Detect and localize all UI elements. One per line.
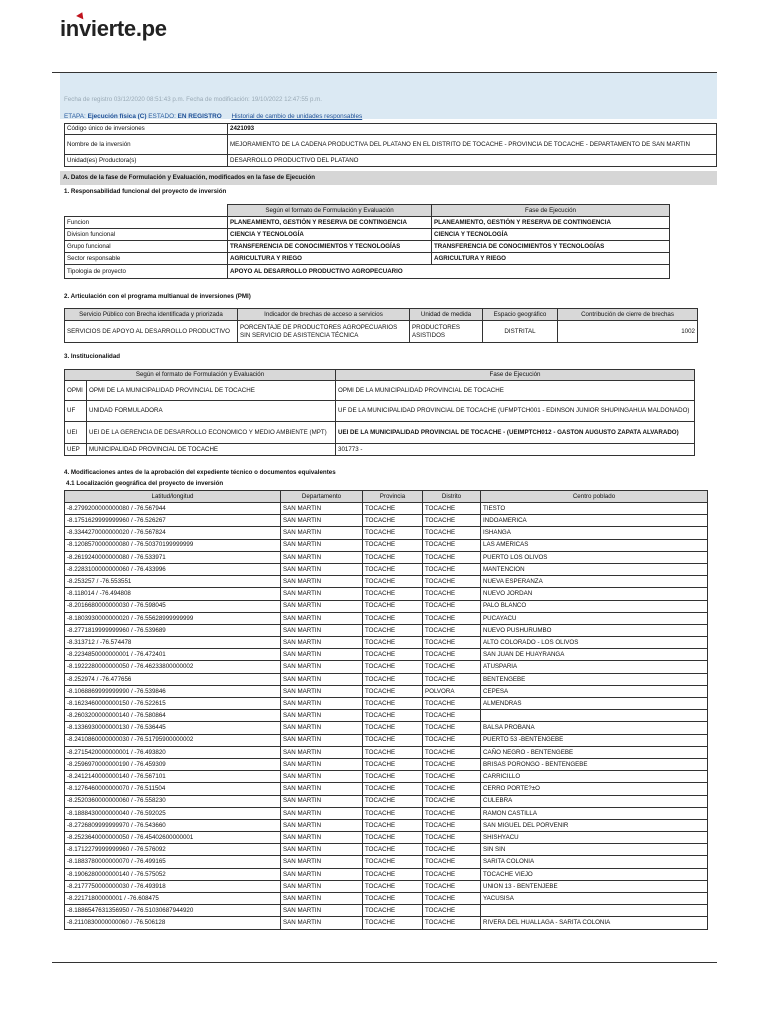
provincia-cell: TOCACHE [363,795,423,807]
latlong-cell: -8.2523640000000050 / -76.45402600000001 [65,832,281,844]
distrito-cell: TOCACHE [423,758,481,770]
invierte-logo [60,16,167,42]
provincia-cell: TOCACHE [363,551,423,563]
distrito-cell: TOCACHE [423,527,481,539]
provincia-cell: TOCACHE [363,807,423,819]
estado-label: ESTADO: [148,113,176,120]
distrito-cell: TOCACHE [423,783,481,795]
table-row [65,321,698,343]
localizacion-rows [65,503,708,930]
pmi-table [64,308,698,343]
col-header: Latitud/longitud [65,491,281,503]
table-row [65,905,708,917]
latlong-cell: -8.2283100000000060 / -76.433996 [65,563,281,575]
col-header: Centro poblado [481,491,708,503]
fe-value: MUNICIPALIDAD PROVINCIAL DE TOCACHE [87,444,336,456]
centro-poblado-cell: ALMENDRAS [481,698,708,710]
departamento-cell: SAN MARTIN [281,698,363,710]
latlong-cell: -8.1888430000000040 / -76.592025 [65,807,281,819]
section-a-title: A. Datos de la fase de Formulación y Evaluación, modificados en la fase de Ejecución [60,171,717,185]
centro-poblado-cell: UNION 13 - BENTENJEBE [481,880,708,892]
distrito-cell: TOCACHE [423,710,481,722]
distrito-cell: TOCACHE [423,588,481,600]
latlong-cell: -8.2619240000000080 / -76.533971 [65,551,281,563]
provincia-cell: TOCACHE [363,624,423,636]
latlong-cell: -8.118014 / -76.494808 [65,588,281,600]
centro-poblado-cell: ISHANGA [481,527,708,539]
latlong-cell: -8.2016680000000030 / -76.598045 [65,600,281,612]
distrito-cell: TOCACHE [423,905,481,917]
departamento-cell: SAN MARTIN [281,503,363,515]
provincia-cell: TOCACHE [363,771,423,783]
table-row [65,253,670,265]
latlong-cell: -8.22171800000001 / -76.608475 [65,893,281,905]
latlong-cell: -8.2412140000000140 / -76.567101 [65,771,281,783]
col-header: Departamento [281,491,363,503]
col-header: Servicio Público con Brecha identificada y priorizada [65,309,238,321]
departamento-cell: SAN MARTIN [281,673,363,685]
row-label: Tipologia de proyecto [65,265,228,279]
table-row [65,893,708,905]
table-row [65,758,708,770]
row-label: Funcion [65,217,228,229]
centro-poblado-cell: ATUSPARIA [481,661,708,673]
centro-poblado-cell: PALO BLANCO [481,600,708,612]
table-row [65,241,670,253]
investment-info [64,123,717,167]
provincia-cell: TOCACHE [363,746,423,758]
departamento-cell: SAN MARTIN [281,758,363,770]
provincia-cell: TOCACHE [363,563,423,575]
departamento-cell: SAN MARTIN [281,746,363,758]
fe-value: TRANSFERENCIA DE CONOCIMIENTOS Y TECNOLOGÍAS [228,241,432,253]
ej-value: 301773 - [336,444,695,456]
departamento-cell: SAN MARTIN [281,880,363,892]
table-row [65,819,708,831]
table-row [65,422,695,444]
unidad-cell: PRODUCTORES ASISTIDOS [410,321,483,343]
unit-code: UEI [65,422,87,444]
table-row [65,612,708,624]
distrito-cell: TOCACHE [423,868,481,880]
departamento-cell: SAN MARTIN [281,722,363,734]
departamento-cell: SAN MARTIN [281,563,363,575]
departamento-cell: SAN MARTIN [281,637,363,649]
latlong-cell: -8.2596970000000190 / -76.459309 [65,758,281,770]
distrito-cell: TOCACHE [423,673,481,685]
departamento-cell: SAN MARTIN [281,624,363,636]
centro-poblado-cell: CEPESA [481,685,708,697]
provincia-cell: TOCACHE [363,905,423,917]
fe-value: CIENCIA Y TECNOLOGÍA [228,229,432,241]
departamento-cell: SAN MARTIN [281,710,363,722]
table-row [65,229,670,241]
distrito-cell: TOCACHE [423,722,481,734]
table-row [65,539,708,551]
centro-poblado-cell: CERRO PORTE?±O [481,783,708,795]
table-row [65,856,708,868]
col-header: Fase de Ejecución [432,205,670,217]
latlong-cell: -8.2410860000000030 / -76.51795900000002 [65,734,281,746]
row-label: Sector responsable [65,253,228,265]
distrito-cell: TOCACHE [423,795,481,807]
col-header: Fase de Ejecución [336,370,695,381]
distrito-cell: TOCACHE [423,771,481,783]
table-row [65,746,708,758]
table-row [65,807,708,819]
table-row [65,685,708,697]
distrito-cell: TOCACHE [423,649,481,661]
departamento-cell: SAN MARTIN [281,807,363,819]
info-label: Unidad(es) Productora(s) [65,155,228,167]
etapa-value: Ejecución física (C) [87,113,147,120]
latlong-cell: -8.2603200000000140 / -76.580864 [65,710,281,722]
distrito-cell: TOCACHE [423,503,481,515]
centro-poblado-cell: NUEVO PUSHURUMBO [481,624,708,636]
centro-poblado-cell: SAN MIGUEL DEL PORVENIR [481,819,708,831]
latlong-cell: -8.1623460000000150 / -76.522615 [65,698,281,710]
provincia-cell: TOCACHE [363,832,423,844]
distrito-cell: TOCACHE [423,515,481,527]
latlong-cell: -8.2520360000000060 / -76.558230 [65,795,281,807]
centro-poblado-cell: PUCAYACU [481,612,708,624]
estado-value: EN REGISTRO [177,113,222,120]
provincia-cell: TOCACHE [363,503,423,515]
table-row [65,710,708,722]
departamento-cell: SAN MARTIN [281,856,363,868]
section-4-title: 4. Modificaciones antes de la aprobación del expediente técnico o documentos equivalentes [64,469,336,476]
info-row [65,124,717,135]
provincia-cell: TOCACHE [363,819,423,831]
latlong-cell: -8.1276460000000070 / -76.511504 [65,783,281,795]
fe-value: OPMI DE LA MUNICIPALIDAD PROVINCIAL DE TOCACHE [87,381,336,401]
distrito-cell: TOCACHE [423,624,481,636]
ej-value: UF DE LA MUNICIPALIDAD PROVINCIAL DE TOCACHE (UFMPTCH001 - EDINSON JUNIOR SHUPINGAHUA MALDONADO) [336,401,695,422]
table-row [65,673,708,685]
info-value: 2421093 [228,124,717,135]
col-header: Según el formato de Formulación y Evaluación [228,205,432,217]
row-label: Grupo funcional [65,241,228,253]
centro-poblado-cell: YACUSISA [481,893,708,905]
unit-code: UEP [65,444,87,456]
record-dates: Fecha de registro 03/12/2020 08:51:43 p.m. Fecha de modificación: 19/10/2022 12:47:55 p.m. [64,96,322,103]
departamento-cell: SAN MARTIN [281,734,363,746]
distrito-cell: TOCACHE [423,600,481,612]
ej-value: CIENCIA Y TECNOLOGÍA [432,229,670,241]
table-row [65,600,708,612]
col-header: Contribución de cierre de brechas [558,309,698,321]
provincia-cell: TOCACHE [363,893,423,905]
centro-poblado-cell: CARRICILLO [481,771,708,783]
centro-poblado-cell: SAN JUAN DE HUAYRANGA [481,649,708,661]
indicador-cell: PORCENTAJE DE PRODUCTORES AGROPECUARIOS SIN SERVICIO DE ASISTENCIA TÉCNICA [238,321,410,343]
fe-value: UNIDAD FORMULADORA [87,401,336,422]
latlong-cell: -8.2771819999999960 / -76.539689 [65,624,281,636]
provincia-cell: TOCACHE [363,673,423,685]
departamento-cell: SAN MARTIN [281,600,363,612]
centro-poblado-cell [481,710,708,722]
departamento-cell: SAN MARTIN [281,539,363,551]
centro-poblado-cell: SHISHYACU [481,832,708,844]
centro-poblado-cell: INDOAMERICA [481,515,708,527]
table-row [65,637,708,649]
table-row [65,661,708,673]
centro-poblado-cell: NUEVO JORDAN [481,588,708,600]
distrito-cell: TOCACHE [423,637,481,649]
institucionalidad-table [64,369,695,456]
latlong-cell: -8.1208570000000080 / -76.50370199999999 [65,539,281,551]
centro-poblado-cell: CULEBRA [481,795,708,807]
departamento-cell: SAN MARTIN [281,795,363,807]
provincia-cell: TOCACHE [363,661,423,673]
table-row [65,515,708,527]
table-row [65,265,670,279]
latlong-cell: -8.1751629999999960 / -76.526267 [65,515,281,527]
table-row [65,771,708,783]
departamento-cell: SAN MARTIN [281,661,363,673]
info-label: Nombre de la inversión [65,135,228,155]
table-row [65,624,708,636]
provincia-cell: TOCACHE [363,758,423,770]
provincia-cell: TOCACHE [363,612,423,624]
departamento-cell: SAN MARTIN [281,588,363,600]
table-row [65,722,708,734]
table-row [65,401,695,422]
departamento-cell: SAN MARTIN [281,844,363,856]
section-1-title: 1. Responsabilidad funcional del proyecto de inversión [64,188,227,195]
provincia-cell: TOCACHE [363,880,423,892]
distrito-cell: TOCACHE [423,576,481,588]
unit-code: OPMI [65,381,87,401]
ej-value: UEI DE LA MUNICIPALIDAD PROVINCIAL DE TOCACHE - (UEIMPTCH012 - GASTON AUGUSTO ZAPATA ALVARADO) [336,422,695,444]
centro-poblado-cell: BENTENGEBE [481,673,708,685]
latlong-cell: -8.2799200000000080 / -76.567944 [65,503,281,515]
table-row [65,917,708,929]
distrito-cell: TOCACHE [423,746,481,758]
provincia-cell: TOCACHE [363,649,423,661]
logo-text: invierte.pe [60,16,167,41]
departamento-cell: SAN MARTIN [281,649,363,661]
distrito-cell: TOCACHE [423,563,481,575]
distrito-cell: TOCACHE [423,612,481,624]
col-header: Distrito [423,491,481,503]
latlong-cell: -8.1906280000000140 / -76.575052 [65,868,281,880]
distrito-cell: TOCACHE [423,832,481,844]
departamento-cell: SAN MARTIN [281,771,363,783]
row-label: Division funcional [65,229,228,241]
latlong-cell: -8.2177750000000030 / -76.493918 [65,880,281,892]
centro-poblado-cell: PUERTO LOS OLIVOS [481,551,708,563]
distrito-cell: TOCACHE [423,551,481,563]
table-row [65,217,670,229]
table-row [65,527,708,539]
section-3-title: 3. Institucionalidad [64,353,121,360]
info-value: MEJORAMIENTO DE LA CADENA PRODUCTIVA DEL PLATANO EN EL DISTRITO DE TOCACHE - PROVINCIA DE TOCACHE - DEPARTAMENTO DE SAN MARTIN [228,135,717,155]
centro-poblado-cell: TIESTO [481,503,708,515]
info-row [65,155,717,167]
ej-value: AGRICULTURA Y RIEGO [432,253,670,265]
provincia-cell: TOCACHE [363,722,423,734]
ej-value: TRANSFERENCIA DE CONOCIMIENTOS Y TECNOLOGÍAS [432,241,670,253]
table-row [65,832,708,844]
fe-value: AGRICULTURA Y RIEGO [228,253,432,265]
distrito-cell: TOCACHE [423,539,481,551]
provincia-cell: TOCACHE [363,844,423,856]
centro-poblado-cell: ALTO COLORADO - LOS OLIVOS [481,637,708,649]
provincia-cell: TOCACHE [363,917,423,929]
centro-poblado-cell: MANTENCION [481,563,708,575]
centro-poblado-cell: PUERTO 53 -BENTENGEBE [481,734,708,746]
table-row [65,783,708,795]
centro-poblado-cell: NUEVA ESPERANZA [481,576,708,588]
distrito-cell: TOCACHE [423,698,481,710]
table-row [65,588,708,600]
latlong-cell: -8.313712 / -76.574478 [65,637,281,649]
distrito-cell: TOCACHE [423,893,481,905]
centro-poblado-cell: RAMON CASTILLA [481,807,708,819]
latlong-cell: -8.3344270000000020 / -76.567824 [65,527,281,539]
table-row [65,563,708,575]
departamento-cell: SAN MARTIN [281,917,363,929]
col-header: Provincia [363,491,423,503]
departamento-cell: SAN MARTIN [281,551,363,563]
centro-poblado-cell: CAÑO NEGRO - BENTENGEBE [481,746,708,758]
departamento-cell: SAN MARTIN [281,819,363,831]
latlong-cell: -8.1712279999999960 / -76.576092 [65,844,281,856]
localizacion-table [64,490,708,930]
distrito-cell: TOCACHE [423,844,481,856]
provincia-cell: TOCACHE [363,710,423,722]
departamento-cell: SAN MARTIN [281,893,363,905]
distrito-cell: TOCACHE [423,734,481,746]
centro-poblado-cell: RIVERA DEL HUALLAGA - SARITA COLONIA [481,917,708,929]
tipologia-value: APOYO AL DESARROLLO PRODUCTIVO AGROPECUARIO [228,265,670,279]
centro-poblado-cell: SARITA COLONIA [481,856,708,868]
col-header: Espacio geográfico [483,309,558,321]
provincia-cell: TOCACHE [363,576,423,588]
latlong-cell: -8.2110830000000060 / -76.506128 [65,917,281,929]
info-row [65,135,717,155]
section-4-1-title: 4.1 Localización geográfica del proyecto de inversión [66,480,224,487]
col-header: Unidad de medida [410,309,483,321]
centro-poblado-cell: LAS AMERICAS [481,539,708,551]
provincia-cell: TOCACHE [363,856,423,868]
stage-line [64,113,362,120]
centro-poblado-cell [481,905,708,917]
table-row [65,381,695,401]
departamento-cell: SAN MARTIN [281,527,363,539]
centro-poblado-cell: BALSA PROBANA [481,722,708,734]
departamento-cell: SAN MARTIN [281,515,363,527]
col-header: Indicador de brechas de acceso a servicios [238,309,410,321]
centro-poblado-cell: SIN SIN [481,844,708,856]
responsabilidad-table [64,204,670,279]
provincia-cell: TOCACHE [363,698,423,710]
distrito-cell: TOCACHE [423,807,481,819]
etapa-label: ETAPA: [64,113,86,120]
latlong-cell: -8.1886547631356950 / -76.51030687944920 [65,905,281,917]
provincia-cell: TOCACHE [363,527,423,539]
departamento-cell: SAN MARTIN [281,576,363,588]
unit-code: UF [65,401,87,422]
historial-link[interactable]: Historial de cambio de unidades responsables [231,113,363,120]
departamento-cell: SAN MARTIN [281,685,363,697]
espacio-cell: DISTRITAL [483,321,558,343]
distrito-cell: TOCACHE [423,880,481,892]
distrito-cell: TOCACHE [423,819,481,831]
provincia-cell: TOCACHE [363,637,423,649]
bottom-divider [52,962,717,963]
latlong-cell: -8.252974 / -76.477656 [65,673,281,685]
departamento-cell: SAN MARTIN [281,868,363,880]
departamento-cell: SAN MARTIN [281,612,363,624]
centro-poblado-cell: TOCACHE VIEJO [481,868,708,880]
latlong-cell: -8.253257 / -76.553551 [65,576,281,588]
latlong-cell: -8.1922280000000050 / -76.46233800000002 [65,661,281,673]
distrito-cell: POLVORA [423,685,481,697]
col-header: Según el formato de Formulación y Evaluación [65,370,336,381]
table-row [65,576,708,588]
provincia-cell: TOCACHE [363,734,423,746]
provincia-cell: TOCACHE [363,685,423,697]
centro-poblado-cell: BRISAS PORONGO - BENTENGEBE [481,758,708,770]
distrito-cell: TOCACHE [423,856,481,868]
table-row [65,551,708,563]
distrito-cell: TOCACHE [423,661,481,673]
latlong-cell: -8.1068869999999990 / -76.539846 [65,685,281,697]
contribucion-cell: 1002 [558,321,698,343]
record-header [60,73,717,119]
provincia-cell: TOCACHE [363,515,423,527]
provincia-cell: TOCACHE [363,600,423,612]
provincia-cell: TOCACHE [363,539,423,551]
departamento-cell: SAN MARTIN [281,905,363,917]
latlong-cell: -8.2726809999999970 / -76.543660 [65,819,281,831]
table-row [65,880,708,892]
departamento-cell: SAN MARTIN [281,832,363,844]
table-row [65,868,708,880]
fe-value: PLANEAMIENTO, GESTIÓN Y RESERVA DE CONTINGENCIA [228,217,432,229]
latlong-cell: -8.2715420000000001 / -76.493820 [65,746,281,758]
provincia-cell: TOCACHE [363,868,423,880]
section-2-title: 2. Articulación con el programa multianual de inversiones (PMI) [64,293,251,300]
latlong-cell: -8.1883780000000070 / -76.499165 [65,856,281,868]
provincia-cell: TOCACHE [363,588,423,600]
table-row [65,795,708,807]
table-row [65,734,708,746]
latlong-cell: -8.1803930000000020 / -76.55628999999999 [65,612,281,624]
fe-value: UEI DE LA GERENCIA DE DESARROLLO ECONOMICO Y MEDIO AMBIENTE (MPT) [87,422,336,444]
servicio-cell: SERVICIOS DE APOYO AL DESARROLLO PRODUCTIVO [65,321,238,343]
info-label: Código único de inversiones [65,124,228,135]
distrito-cell: TOCACHE [423,917,481,929]
table-row [65,649,708,661]
ej-value: OPMI DE LA MUNICIPALIDAD PROVINCIAL DE TOCACHE [336,381,695,401]
table-row [65,698,708,710]
departamento-cell: SAN MARTIN [281,783,363,795]
ej-value: PLANEAMIENTO, GESTIÓN Y RESERVA DE CONTINGENCIA [432,217,670,229]
table-row [65,503,708,515]
table-row [65,444,695,456]
latlong-cell: -8.2234850000000001 / -76.472401 [65,649,281,661]
provincia-cell: TOCACHE [363,783,423,795]
latlong-cell: -8.1336930000000130 / -76.536445 [65,722,281,734]
info-value: DESARROLLO PRODUCTIVO DEL PLATANO [228,155,717,167]
table-row [65,844,708,856]
